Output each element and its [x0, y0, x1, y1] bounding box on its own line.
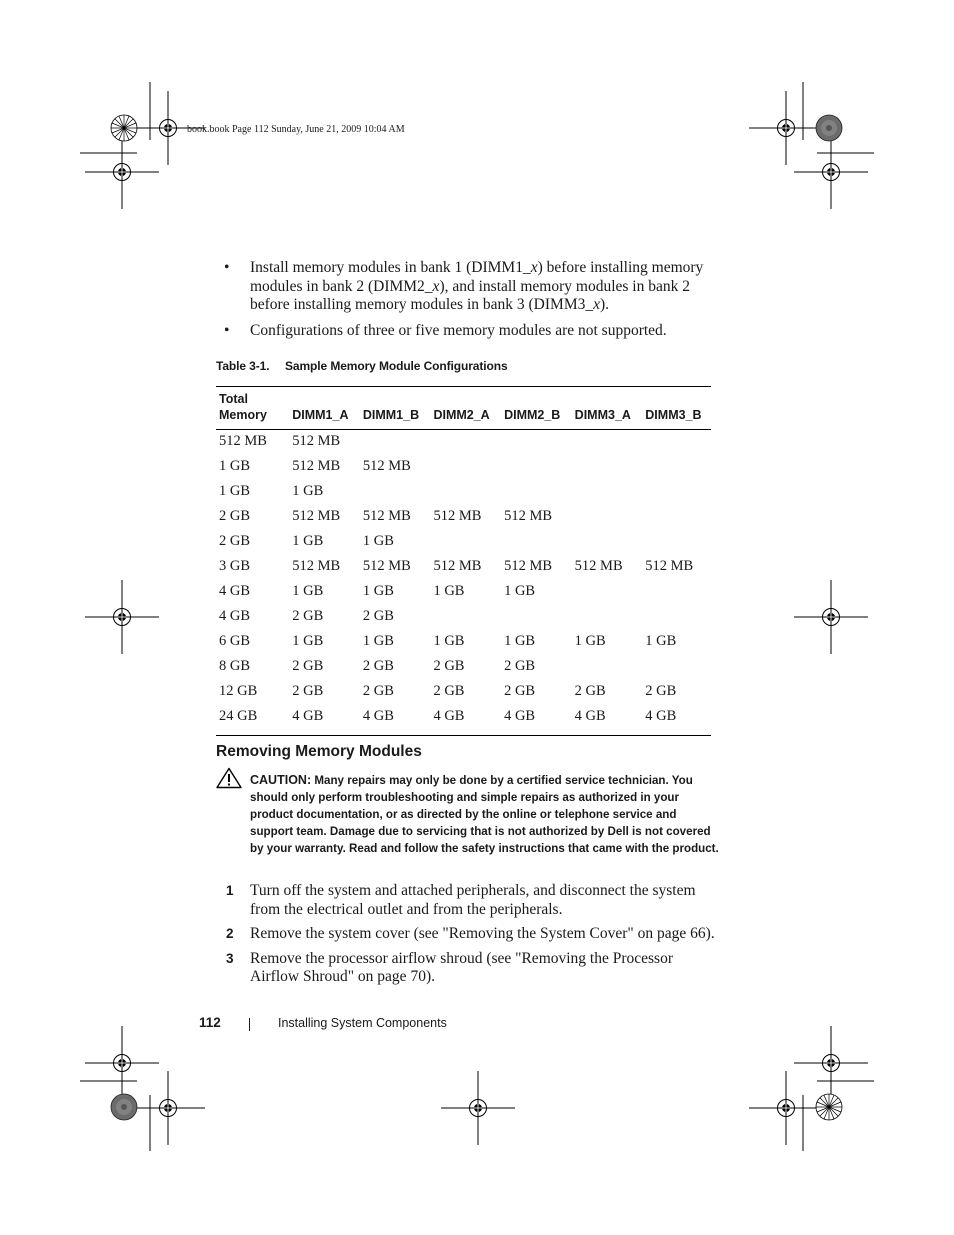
table-cell — [430, 532, 501, 557]
table-cell: 1 GB — [645, 633, 677, 649]
table-cell — [360, 482, 431, 507]
table-cell — [572, 582, 643, 607]
table-row — [216, 707, 711, 736]
table-cell: 2 GB — [362, 608, 394, 624]
table-cell — [642, 430, 711, 458]
table-number: Table 3-1. — [216, 359, 270, 373]
step-number: 2 — [226, 926, 234, 941]
bullet-item: • Configurations of three or five memory modules are not supported. — [224, 321, 667, 339]
table-cell: 2 GB — [504, 658, 536, 674]
caution-icon — [216, 767, 242, 789]
table-cell: 512 MB — [219, 433, 267, 449]
step-item — [226, 882, 722, 919]
bullet-marker: • — [224, 259, 230, 276]
table-row — [216, 482, 711, 507]
table-cell — [642, 607, 711, 632]
table-cell — [572, 507, 643, 532]
table-cell: 4 GB — [219, 583, 251, 599]
column-header: DIMM1_B — [360, 387, 431, 430]
table-cell — [430, 482, 501, 507]
table-row — [216, 582, 711, 607]
table-cell: 4 GB — [501, 707, 572, 736]
table-row — [216, 507, 711, 532]
table-body — [216, 430, 711, 736]
table-row — [216, 632, 711, 657]
caution-text: Many repairs may only be done by a certified service technician. You should only perform troubleshooting and simple repairs as authorized in your product documentation, or as directed by the online or telephone service and support team. Damage due to servicing that is not authorized by Dell is not covered by your warranty. Read and follow the safety instructions that came with the product. — [250, 774, 719, 855]
table-cell: 512 MB — [362, 458, 411, 474]
table-cell: 1 GB — [574, 633, 606, 649]
table-cell — [642, 582, 711, 607]
table-cell: 512 MB — [292, 458, 341, 474]
table-cell: 12 GB — [219, 683, 258, 699]
section-heading: Removing Memory Modules — [216, 743, 422, 760]
table-cell: 1 GB — [292, 633, 324, 649]
table-cell: 512 MB — [362, 558, 411, 574]
table-row — [216, 682, 711, 707]
caution-note — [250, 772, 720, 857]
table-cell: 512 MB — [433, 508, 482, 524]
table-cell — [572, 657, 643, 682]
table-cell: 2 GB — [292, 608, 324, 624]
table-cell — [572, 607, 643, 632]
memory-config-table — [216, 386, 711, 736]
step-number: 1 — [226, 883, 234, 898]
table-cell: 1 GB — [219, 483, 251, 499]
table-cell: 2 GB — [433, 658, 465, 674]
table-cell: 2 GB — [645, 683, 677, 699]
table-cell — [501, 532, 572, 557]
table-cell — [501, 607, 572, 632]
table-cell: 2 GB — [362, 658, 394, 674]
table-cell — [642, 532, 711, 557]
table-cell — [572, 482, 643, 507]
table-cell — [642, 482, 711, 507]
table-cell: 2 GB — [292, 658, 324, 674]
page-number: 112 — [199, 1015, 221, 1030]
table-cell: 4 GB — [219, 608, 251, 624]
table-cell: 1 GB — [292, 483, 324, 499]
footer-divider — [249, 1018, 250, 1031]
column-header: DIMM1_A — [289, 387, 360, 430]
column-header: DIMM3_B — [642, 387, 711, 430]
table-cell: 1 GB — [292, 533, 324, 549]
table-row — [216, 532, 711, 557]
table-cell — [572, 430, 643, 458]
table-cell — [360, 430, 431, 458]
table-cell — [501, 457, 572, 482]
table-cell: 512 MB — [645, 558, 694, 574]
table-cell: 4 GB — [642, 707, 711, 736]
table-cell: 1 GB — [292, 583, 324, 599]
chapter-title: Installing System Components — [278, 1016, 447, 1030]
table-cell: 4 GB — [289, 707, 360, 736]
table-cell: 512 MB — [574, 558, 623, 574]
caution-label: CAUTION: — [250, 773, 312, 787]
table-cell: 1 GB — [362, 583, 394, 599]
table-cell: 512 MB — [292, 558, 341, 574]
table-row — [216, 607, 711, 632]
table-cell: 24 GB — [216, 707, 289, 736]
table-header-row — [216, 387, 711, 430]
table-cell: 512 MB — [292, 433, 341, 449]
table-cell: 4 GB — [360, 707, 431, 736]
table-cell — [430, 607, 501, 632]
step-number: 3 — [226, 950, 234, 966]
column-header: Total Memory — [216, 387, 289, 430]
table-cell: 2 GB — [292, 683, 324, 699]
table-cell — [430, 457, 501, 482]
table-row — [216, 657, 711, 682]
column-header: DIMM2_B — [501, 387, 572, 430]
bullet-marker: • — [224, 321, 230, 339]
table-row — [216, 557, 711, 582]
bullet-list — [222, 259, 722, 347]
table-cell: 2 GB — [219, 508, 251, 524]
column-header: DIMM3_A — [572, 387, 643, 430]
table-cell: 2 GB — [504, 683, 536, 699]
table-cell: 1 GB — [362, 533, 394, 549]
step-text: Remove the system cover (see "Removing the System Cover" on page 66). — [250, 925, 715, 942]
table-cell: 1 GB — [433, 633, 465, 649]
table-cell — [642, 657, 711, 682]
table-cell: 512 MB — [433, 558, 482, 574]
table-cell — [430, 430, 501, 458]
table-cell: 2 GB — [362, 683, 394, 699]
table-cell: 8 GB — [219, 658, 251, 674]
table-cell: 512 MB — [362, 508, 411, 524]
table-cell: 2 GB — [433, 683, 465, 699]
table-cell — [642, 457, 711, 482]
bullet-item: • Install memory modules in bank 1 (DIMM1_x) before installing memory modules in bank 2 (DIMM2_x), and install memory modules in bank 2 before installing memory modules in bank 3 (DIMM3_x). — [224, 259, 704, 313]
procedure-steps — [226, 882, 722, 993]
table-cell — [572, 532, 643, 557]
table-cell: 4 GB — [430, 707, 501, 736]
table-cell — [572, 457, 643, 482]
table-cell: 1 GB — [504, 633, 536, 649]
step-text: Turn off the system and attached peripherals, and disconnect the system from the electrical outlet and from the peripherals. — [250, 882, 696, 918]
step-text: Remove the processor airflow shroud (see "Removing the Processor Airflow Shroud" on page 70). — [250, 949, 674, 985]
step-item — [226, 925, 722, 944]
table-cell: 512 MB — [292, 508, 341, 524]
table-row — [216, 457, 711, 482]
table-title: Sample Memory Module Configurations — [285, 359, 508, 373]
table-cell: 4 GB — [572, 707, 643, 736]
table-row — [216, 430, 711, 458]
table-cell: 1 GB — [433, 583, 465, 599]
table-cell: 1 GB — [362, 633, 394, 649]
table-caption — [216, 359, 508, 373]
table-cell — [501, 430, 572, 458]
table-cell: 2 GB — [219, 533, 251, 549]
table-cell — [642, 507, 711, 532]
step-item — [226, 950, 722, 987]
table-cell: 1 GB — [219, 458, 251, 474]
column-header: DIMM2_A — [430, 387, 501, 430]
table-cell: 2 GB — [574, 683, 606, 699]
table-cell: 1 GB — [504, 583, 536, 599]
table-cell: 512 MB — [504, 508, 553, 524]
table-cell — [501, 482, 572, 507]
table-cell: 3 GB — [219, 558, 251, 574]
print-header: book.book Page 112 Sunday, June 21, 2009 10:04 AM — [187, 124, 405, 135]
table-cell: 512 MB — [504, 558, 553, 574]
table-cell: 6 GB — [219, 633, 251, 649]
